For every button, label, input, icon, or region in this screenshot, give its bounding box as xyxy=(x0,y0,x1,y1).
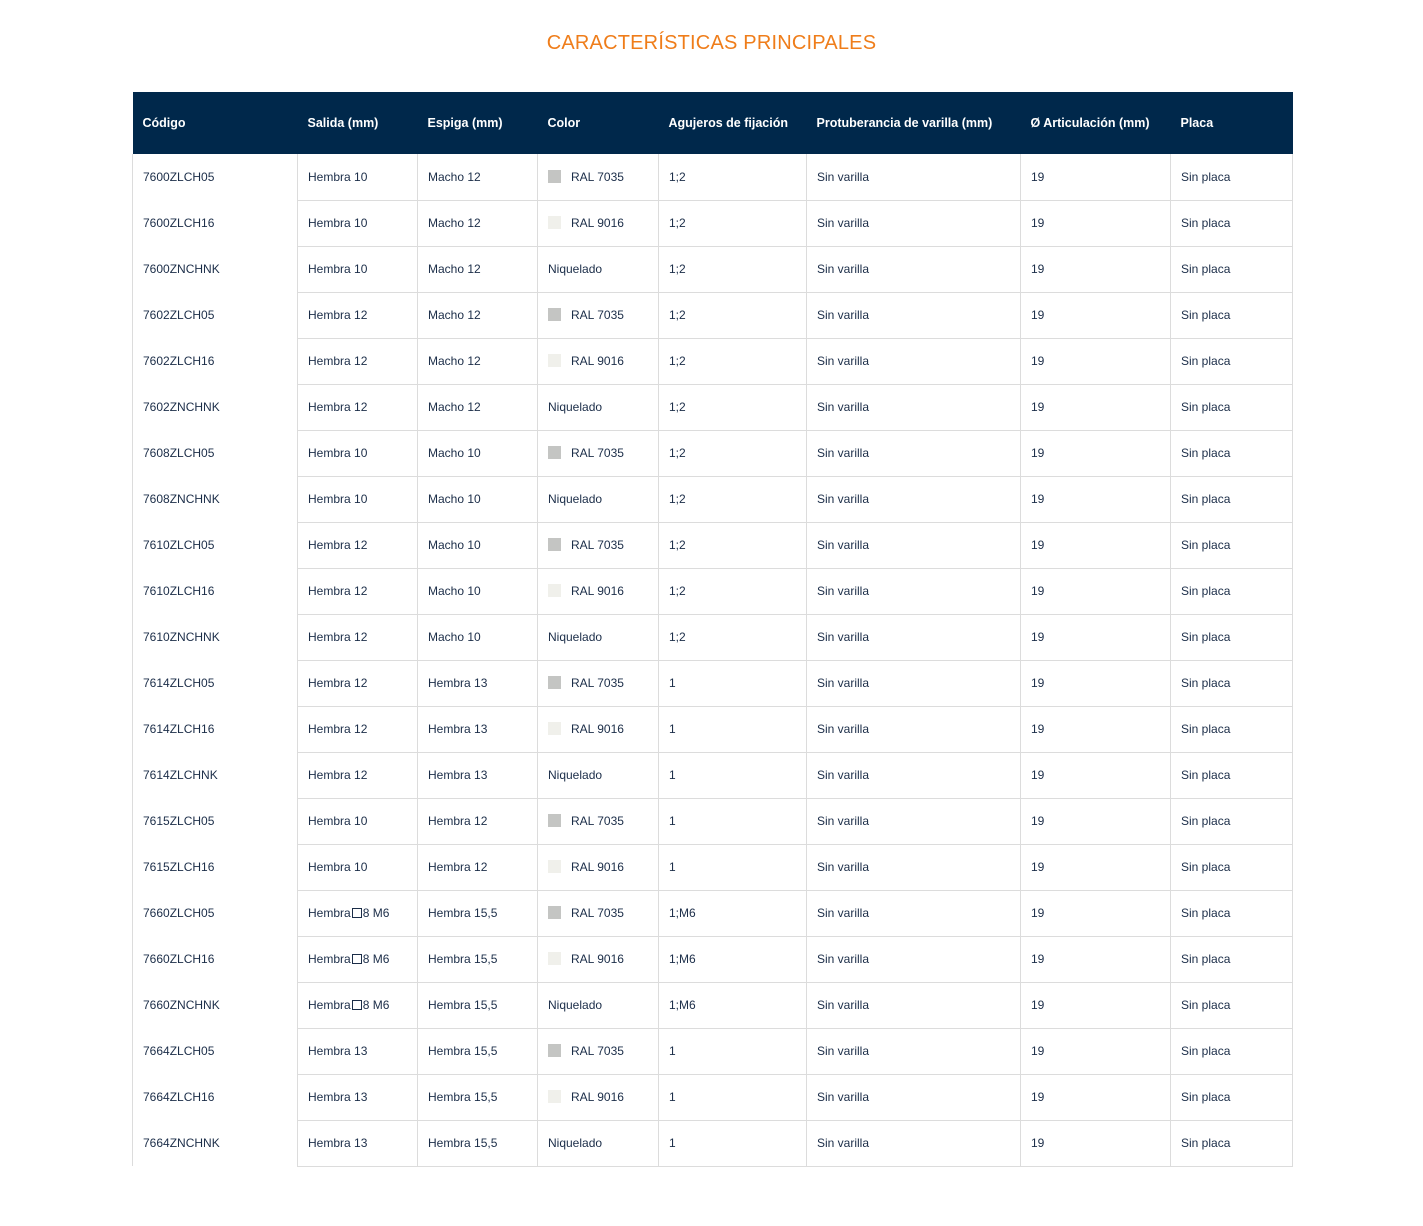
cell-salida: Hembra 10 xyxy=(298,430,418,476)
characteristics-table xyxy=(132,92,1293,1167)
cell-agujeros: 1;2 xyxy=(659,476,807,522)
cell-espiga: Hembra 13 xyxy=(418,752,538,798)
table-row xyxy=(133,1028,1293,1074)
cell-protuberancia: Sin varilla xyxy=(807,844,1021,890)
cell-protuberancia: Sin varilla xyxy=(807,430,1021,476)
cell-protuberancia: Sin varilla xyxy=(807,1120,1021,1166)
cell-salida: Hembra 13 xyxy=(298,1028,418,1074)
table-row xyxy=(133,660,1293,706)
color-label: RAL 7035 xyxy=(571,169,624,184)
color-label: RAL 7035 xyxy=(571,676,624,690)
cell-salida: Hembra 10 xyxy=(298,154,418,200)
cell-color xyxy=(538,522,659,568)
cell-espiga: Hembra 15,5 xyxy=(418,1074,538,1120)
table-body xyxy=(133,154,1293,1166)
cell-codigo: 7660ZLCH16 xyxy=(133,936,298,982)
cell-color xyxy=(538,936,659,982)
cell-color xyxy=(538,338,659,384)
table-row xyxy=(133,1120,1293,1166)
cell-articulacion: 19 xyxy=(1021,890,1171,936)
cell-codigo: 7664ZLCH05 xyxy=(133,1028,298,1074)
cell-codigo: 7602ZLCH05 xyxy=(133,292,298,338)
color-swatch-icon xyxy=(548,1090,561,1103)
cell-codigo: 7615ZLCH05 xyxy=(133,798,298,844)
cell-placa: Sin placa xyxy=(1171,982,1293,1028)
color-swatch-icon xyxy=(548,446,561,459)
page-title: CARACTERÍSTICAS PRINCIPALES xyxy=(546,32,877,54)
cell-agujeros: 1;M6 xyxy=(659,936,807,982)
cell-agujeros: 1;M6 xyxy=(659,890,807,936)
color-label: Niquelado xyxy=(548,262,603,276)
cell-salida xyxy=(298,982,418,1028)
cell-salida: Hembra 12 xyxy=(298,706,418,752)
cell-codigo: 7660ZLCH05 xyxy=(133,890,298,936)
cell-codigo: 7600ZLCH16 xyxy=(133,200,298,246)
cell-articulacion: 19 xyxy=(1021,614,1171,660)
cell-protuberancia: Sin varilla xyxy=(807,292,1021,338)
cell-placa: Sin placa xyxy=(1171,522,1293,568)
table-row xyxy=(133,614,1293,660)
color-label: RAL 7035 xyxy=(571,906,624,920)
cell-color xyxy=(538,706,659,752)
cell-articulacion: 19 xyxy=(1021,154,1171,200)
cell-protuberancia: Sin varilla xyxy=(807,660,1021,706)
cell-articulacion: 19 xyxy=(1021,522,1171,568)
cell-espiga: Hembra 13 xyxy=(418,706,538,752)
cell-placa: Sin placa xyxy=(1171,890,1293,936)
cell-salida: Hembra 12 xyxy=(298,614,418,660)
color-label: RAL 9016 xyxy=(571,216,624,230)
cell-color xyxy=(538,660,659,706)
cell-codigo: 7610ZNCHNK xyxy=(133,614,298,660)
cell-salida: Hembra 12 xyxy=(298,752,418,798)
table-row xyxy=(133,982,1293,1028)
cell-color xyxy=(538,890,659,936)
cell-placa: Sin placa xyxy=(1171,476,1293,522)
cell-codigo: 7614ZLCH16 xyxy=(133,706,298,752)
table-row xyxy=(133,384,1293,430)
cell-color xyxy=(538,246,659,292)
color-label: RAL 9016 xyxy=(571,860,624,874)
color-swatch-icon xyxy=(548,676,561,689)
cell-protuberancia: Sin varilla xyxy=(807,476,1021,522)
cell-placa: Sin placa xyxy=(1171,614,1293,660)
cell-placa: Sin placa xyxy=(1171,1028,1293,1074)
cell-salida: Hembra 12 xyxy=(298,522,418,568)
table-row xyxy=(133,200,1293,246)
cell-color xyxy=(538,292,659,338)
salida-label: Hembra 8 M6 xyxy=(308,952,390,966)
cell-agujeros: 1 xyxy=(659,1120,807,1166)
cell-espiga: Macho 10 xyxy=(418,614,538,660)
table-row xyxy=(133,706,1293,752)
cell-agujeros: 1;2 xyxy=(659,430,807,476)
cell-codigo: 7660ZNCHNK xyxy=(133,982,298,1028)
color-label: Niquelado xyxy=(548,1136,603,1150)
column-header-codigo[interactable]: Código xyxy=(133,92,298,154)
color-swatch-icon xyxy=(548,170,561,183)
cell-placa: Sin placa xyxy=(1171,568,1293,614)
cell-agujeros: 1 xyxy=(659,844,807,890)
cell-salida: Hembra 10 xyxy=(298,476,418,522)
cell-espiga: Hembra 15,5 xyxy=(418,890,538,936)
cell-espiga: Hembra 15,5 xyxy=(418,1120,538,1166)
cell-codigo: 7602ZLCH16 xyxy=(133,338,298,384)
color-label: Niquelado xyxy=(548,998,603,1012)
color-label: RAL 9016 xyxy=(571,722,624,736)
cell-salida: Hembra 13 xyxy=(298,1074,418,1120)
cell-salida: Hembra 10 xyxy=(298,246,418,292)
cell-protuberancia: Sin varilla xyxy=(807,614,1021,660)
color-label: RAL 7035 xyxy=(571,308,624,322)
cell-espiga: Macho 10 xyxy=(418,430,538,476)
table-header-row xyxy=(133,92,1293,154)
cell-espiga: Macho 10 xyxy=(418,522,538,568)
cell-salida xyxy=(298,936,418,982)
cell-salida: Hembra 12 xyxy=(298,292,418,338)
cell-espiga: Macho 12 xyxy=(418,384,538,430)
table-row xyxy=(133,1074,1293,1120)
cell-espiga: Macho 12 xyxy=(418,338,538,384)
cell-articulacion: 19 xyxy=(1021,1120,1171,1166)
square-icon xyxy=(352,908,362,918)
cell-agujeros: 1;2 xyxy=(659,614,807,660)
column-header-salida[interactable]: Salida (mm) xyxy=(298,92,418,154)
cell-salida: Hembra 12 xyxy=(298,660,418,706)
cell-articulacion: 19 xyxy=(1021,752,1171,798)
cell-agujeros: 1 xyxy=(659,660,807,706)
table-row xyxy=(133,430,1293,476)
cell-placa: Sin placa xyxy=(1171,660,1293,706)
cell-placa: Sin placa xyxy=(1171,384,1293,430)
cell-articulacion: 19 xyxy=(1021,384,1171,430)
cell-placa: Sin placa xyxy=(1171,1120,1293,1166)
cell-protuberancia: Sin varilla xyxy=(807,1028,1021,1074)
table-row xyxy=(133,890,1293,936)
cell-agujeros: 1;2 xyxy=(659,568,807,614)
cell-protuberancia: Sin varilla xyxy=(807,384,1021,430)
cell-protuberancia: Sin varilla xyxy=(807,706,1021,752)
color-swatch-icon xyxy=(548,814,561,827)
table-row xyxy=(133,844,1293,890)
cell-articulacion: 19 xyxy=(1021,1074,1171,1120)
color-swatch-icon xyxy=(548,1044,561,1057)
cell-agujeros: 1;2 xyxy=(659,338,807,384)
cell-protuberancia: Sin varilla xyxy=(807,890,1021,936)
cell-articulacion: 19 xyxy=(1021,246,1171,292)
cell-agujeros: 1 xyxy=(659,752,807,798)
cell-protuberancia: Sin varilla xyxy=(807,752,1021,798)
cell-espiga: Macho 12 xyxy=(418,246,538,292)
column-header-espiga[interactable]: Espiga (mm) xyxy=(418,92,538,154)
cell-color xyxy=(538,614,659,660)
cell-protuberancia: Sin varilla xyxy=(807,246,1021,292)
cell-placa: Sin placa xyxy=(1171,430,1293,476)
color-swatch-icon xyxy=(548,354,561,367)
cell-color xyxy=(538,476,659,522)
color-label: RAL 9016 xyxy=(571,1090,624,1104)
cell-salida: Hembra 10 xyxy=(298,798,418,844)
salida-label: Hembra 8 M6 xyxy=(308,906,390,920)
cell-placa: Sin placa xyxy=(1171,292,1293,338)
cell-salida: Hembra 12 xyxy=(298,568,418,614)
cell-codigo: 7610ZLCH16 xyxy=(133,568,298,614)
cell-codigo: 7600ZNCHNK xyxy=(133,246,298,292)
cell-codigo: 7602ZNCHNK xyxy=(133,384,298,430)
cell-espiga: Macho 10 xyxy=(418,476,538,522)
cell-placa: Sin placa xyxy=(1171,798,1293,844)
cell-agujeros: 1;2 xyxy=(659,292,807,338)
cell-agujeros: 1 xyxy=(659,706,807,752)
cell-articulacion: 19 xyxy=(1021,936,1171,982)
cell-placa: Sin placa xyxy=(1171,936,1293,982)
cell-salida: Hembra 12 xyxy=(298,384,418,430)
table-row xyxy=(133,798,1293,844)
cell-agujeros: 1 xyxy=(659,1074,807,1120)
cell-codigo: 7610ZLCH05 xyxy=(133,522,298,568)
color-label: RAL 9016 xyxy=(571,952,624,966)
cell-placa: Sin placa xyxy=(1171,752,1293,798)
color-swatch-icon xyxy=(548,906,561,919)
cell-placa: Sin placa xyxy=(1171,246,1293,292)
color-swatch-icon xyxy=(548,952,561,965)
color-label: RAL 9016 xyxy=(571,584,624,598)
column-header-protuberancia[interactable]: Protuberancia de varilla (mm) xyxy=(807,92,1021,154)
cell-codigo: 7608ZNCHNK xyxy=(133,476,298,522)
cell-protuberancia: Sin varilla xyxy=(807,798,1021,844)
cell-placa: Sin placa xyxy=(1171,844,1293,890)
cell-articulacion: 19 xyxy=(1021,1028,1171,1074)
cell-codigo: 7664ZLCH16 xyxy=(133,1074,298,1120)
cell-espiga: Hembra 12 xyxy=(418,844,538,890)
table-row xyxy=(133,522,1293,568)
cell-codigo: 7608ZLCH05 xyxy=(133,430,298,476)
cell-placa: Sin placa xyxy=(1171,200,1293,246)
cell-protuberancia: Sin varilla xyxy=(807,200,1021,246)
cell-agujeros: 1;M6 xyxy=(659,982,807,1028)
cell-color xyxy=(538,430,659,476)
cell-codigo: 7664ZNCHNK xyxy=(133,1120,298,1166)
cell-color xyxy=(538,752,659,798)
cell-articulacion: 19 xyxy=(1021,568,1171,614)
cell-placa: Sin placa xyxy=(1171,154,1293,200)
cell-agujeros: 1 xyxy=(659,798,807,844)
cell-protuberancia: Sin varilla xyxy=(807,522,1021,568)
cell-agujeros: 1;2 xyxy=(659,384,807,430)
cell-placa: Sin placa xyxy=(1171,338,1293,384)
cell-color xyxy=(538,798,659,844)
cell-espiga: Hembra 15,5 xyxy=(418,1028,538,1074)
cell-espiga: Macho 10 xyxy=(418,568,538,614)
cell-articulacion: 19 xyxy=(1021,798,1171,844)
cell-salida: Hembra 10 xyxy=(298,200,418,246)
cell-articulacion: 19 xyxy=(1021,292,1171,338)
cell-espiga: Hembra 12 xyxy=(418,798,538,844)
color-swatch-icon xyxy=(548,722,561,735)
cell-salida: Hembra 12 xyxy=(298,338,418,384)
color-label: RAL 7035 xyxy=(571,446,624,460)
cell-color xyxy=(538,1074,659,1120)
cell-articulacion: 19 xyxy=(1021,338,1171,384)
cell-protuberancia: Sin varilla xyxy=(807,338,1021,384)
cell-espiga: Hembra 15,5 xyxy=(418,982,538,1028)
color-label: RAL 9016 xyxy=(571,354,624,368)
cell-agujeros: 1 xyxy=(659,1028,807,1074)
cell-placa: Sin placa xyxy=(1171,1074,1293,1120)
salida-label: Hembra 8 M6 xyxy=(308,998,390,1012)
cell-protuberancia: Sin varilla xyxy=(807,568,1021,614)
cell-salida: Hembra 10 xyxy=(298,844,418,890)
color-label: Niquelado xyxy=(548,630,603,644)
cell-articulacion: 19 xyxy=(1021,430,1171,476)
cell-articulacion: 19 xyxy=(1021,982,1171,1028)
color-label: RAL 7035 xyxy=(571,814,624,828)
table-row xyxy=(133,752,1293,798)
cell-articulacion: 19 xyxy=(1021,200,1171,246)
cell-color xyxy=(538,844,659,890)
cell-codigo: 7614ZLCHNK xyxy=(133,752,298,798)
cell-agujeros: 1;2 xyxy=(659,522,807,568)
color-label: Niquelado xyxy=(548,400,603,414)
cell-articulacion: 19 xyxy=(1021,476,1171,522)
cell-espiga: Hembra 13 xyxy=(418,660,538,706)
table-row xyxy=(133,476,1293,522)
cell-color xyxy=(538,384,659,430)
cell-articulacion: 19 xyxy=(1021,844,1171,890)
cell-color xyxy=(538,154,659,200)
color-label: RAL 7035 xyxy=(571,1044,624,1058)
cell-color xyxy=(538,1120,659,1166)
color-swatch-icon xyxy=(548,308,561,321)
color-label: Niquelado xyxy=(548,768,603,782)
cell-agujeros: 1;2 xyxy=(659,246,807,292)
color-label: Niquelado xyxy=(548,492,603,506)
cell-espiga: Macho 12 xyxy=(418,154,538,200)
color-label: RAL 7035 xyxy=(571,538,624,552)
cell-color xyxy=(538,982,659,1028)
column-header-color[interactable]: Color xyxy=(538,92,659,154)
cell-protuberancia: Sin varilla xyxy=(807,1074,1021,1120)
cell-espiga: Macho 12 xyxy=(418,292,538,338)
cell-agujeros: 1;2 xyxy=(659,200,807,246)
cell-articulacion: 19 xyxy=(1021,660,1171,706)
cell-codigo: 7615ZLCH16 xyxy=(133,844,298,890)
color-swatch-icon xyxy=(548,860,561,873)
table-row xyxy=(133,292,1293,338)
column-header-agujeros[interactable]: Agujeros de fijación xyxy=(659,92,807,154)
cell-color xyxy=(538,568,659,614)
column-header-articulacion[interactable]: Ø Articulación (mm) xyxy=(1021,92,1171,154)
cell-espiga: Hembra 15,5 xyxy=(418,936,538,982)
cell-color xyxy=(538,200,659,246)
color-swatch-icon xyxy=(548,584,561,597)
cell-protuberancia: Sin varilla xyxy=(807,154,1021,200)
cell-protuberancia: Sin varilla xyxy=(807,936,1021,982)
table-row xyxy=(133,936,1293,982)
square-icon xyxy=(352,1000,362,1010)
cell-agujeros: 1;2 xyxy=(659,154,807,200)
cell-salida: Hembra 13 xyxy=(298,1120,418,1166)
cell-salida xyxy=(298,890,418,936)
table-row xyxy=(133,568,1293,614)
cell-color xyxy=(538,1028,659,1074)
table-row xyxy=(133,338,1293,384)
cell-articulacion: 19 xyxy=(1021,706,1171,752)
cell-placa: Sin placa xyxy=(1171,706,1293,752)
cell-protuberancia: Sin varilla xyxy=(807,982,1021,1028)
table-row xyxy=(133,154,1293,200)
cell-codigo: 7600ZLCH05 xyxy=(133,154,298,200)
color-swatch-icon xyxy=(548,216,561,229)
cell-espiga: Macho 12 xyxy=(418,200,538,246)
column-header-placa[interactable]: Placa xyxy=(1171,92,1293,154)
square-icon xyxy=(352,954,362,964)
table-row xyxy=(133,246,1293,292)
color-swatch-icon xyxy=(548,538,561,551)
cell-codigo: 7614ZLCH05 xyxy=(133,660,298,706)
